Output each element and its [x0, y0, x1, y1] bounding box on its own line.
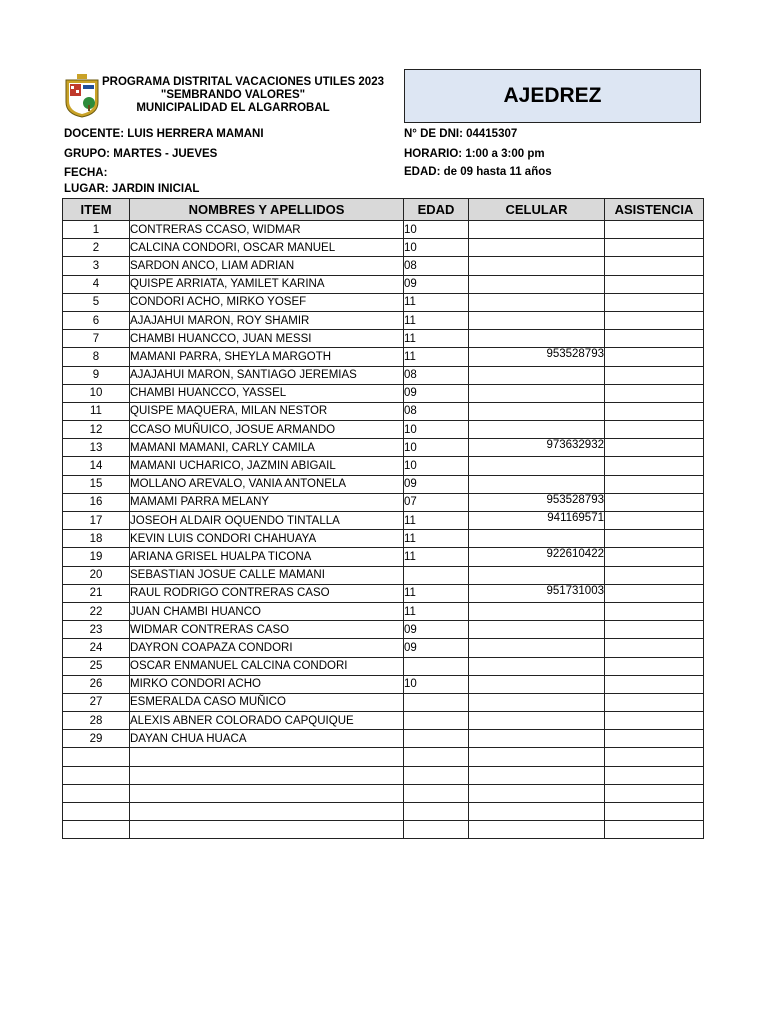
row-item-number: 15 — [63, 475, 130, 493]
row-age — [404, 766, 469, 784]
row-phone — [469, 821, 605, 839]
row-item-number: 8 — [63, 348, 130, 366]
row-item-number: 13 — [63, 439, 130, 457]
table-row — [63, 493, 704, 511]
row-student-name: AJAJAHUI MARON, ROY SHAMIR — [130, 311, 404, 329]
row-age: 11 — [404, 602, 469, 620]
activity-title: AJEDREZ — [503, 84, 602, 107]
row-item-number: 1 — [63, 221, 130, 239]
row-age: 11 — [404, 330, 469, 348]
row-attendance-cell[interactable] — [605, 239, 704, 257]
row-attendance-cell[interactable] — [605, 566, 704, 584]
lugar-label: LUGAR: JARDIN INICIAL — [64, 183, 200, 195]
table-row — [63, 366, 704, 384]
program-slogan: "SEMBRANDO VALORES" — [160, 89, 306, 101]
row-phone — [469, 311, 605, 329]
fecha-label: FECHA: — [64, 167, 108, 179]
row-item-number: 29 — [63, 730, 130, 748]
row-item-number: 28 — [63, 712, 130, 730]
activity-title-box — [404, 69, 701, 123]
row-attendance-cell[interactable] — [605, 421, 704, 439]
table-row — [63, 257, 704, 275]
row-student-name: QUISPE ARRIATA, YAMILET KARINA — [130, 275, 404, 293]
row-attendance-cell[interactable] — [605, 730, 704, 748]
row-age — [404, 712, 469, 730]
row-item-number: 2 — [63, 239, 130, 257]
row-attendance-cell[interactable] — [605, 530, 704, 548]
row-attendance-cell[interactable] — [605, 602, 704, 620]
row-item-number: 4 — [63, 275, 130, 293]
municipality-name: MUNICIPALIDAD EL ALGARROBAL — [136, 102, 330, 114]
row-student-name: SEBASTIAN JOSUE CALLE MAMANI — [130, 566, 404, 584]
table-row — [63, 439, 704, 457]
row-student-name: MAMANI UCHARICO, JAZMIN ABIGAIL — [130, 457, 404, 475]
column-header-item: ITEM — [63, 199, 130, 221]
row-item-number: 21 — [63, 584, 130, 602]
row-age: 08 — [404, 257, 469, 275]
row-student-name — [130, 803, 404, 821]
row-attendance-cell[interactable] — [605, 402, 704, 420]
table-row — [63, 621, 704, 639]
row-phone — [469, 457, 605, 475]
row-age: 11 — [404, 584, 469, 602]
row-student-name: JUAN CHAMBI HUANCO — [130, 602, 404, 620]
row-age — [404, 693, 469, 711]
row-phone — [469, 712, 605, 730]
row-phone — [469, 602, 605, 620]
row-student-name: MIRKO CONDORI ACHO — [130, 675, 404, 693]
row-item-number: 26 — [63, 675, 130, 693]
column-header-names: NOMBRES Y APELLIDOS — [130, 199, 404, 221]
row-attendance-cell[interactable] — [605, 657, 704, 675]
row-student-name: DAYAN CHUA HUACA — [130, 730, 404, 748]
row-phone — [469, 239, 605, 257]
row-item-number — [63, 803, 130, 821]
row-student-name: CHAMBI HUANCCO, JUAN MESSI — [130, 330, 404, 348]
row-phone: 922610422 — [469, 548, 605, 566]
table-row — [63, 803, 704, 821]
row-phone: 953528793 — [469, 493, 605, 511]
row-attendance-cell[interactable] — [605, 366, 704, 384]
row-student-name: QUISPE MAQUERA, MILAN NESTOR — [130, 402, 404, 420]
row-item-number: 27 — [63, 693, 130, 711]
grupo-label: GRUPO: MARTES - JUEVES — [64, 148, 218, 160]
row-phone: 941169571 — [469, 512, 605, 530]
municipal-crest-icon — [64, 74, 100, 118]
row-age: 10 — [404, 421, 469, 439]
row-student-name: DAYRON COAPAZA CONDORI — [130, 639, 404, 657]
row-item-number: 17 — [63, 512, 130, 530]
row-phone — [469, 293, 605, 311]
table-row — [63, 693, 704, 711]
row-student-name — [130, 784, 404, 802]
row-phone — [469, 330, 605, 348]
row-attendance-cell[interactable] — [605, 493, 704, 511]
table-row — [63, 712, 704, 730]
row-age: 09 — [404, 275, 469, 293]
row-age: 10 — [404, 439, 469, 457]
row-item-number: 5 — [63, 293, 130, 311]
row-phone — [469, 366, 605, 384]
row-attendance-cell[interactable] — [605, 621, 704, 639]
row-age: 10 — [404, 239, 469, 257]
row-item-number — [63, 766, 130, 784]
row-item-number: 9 — [63, 366, 130, 384]
row-phone — [469, 475, 605, 493]
row-attendance-cell[interactable] — [605, 548, 704, 566]
row-student-name: MAMANI PARRA, SHEYLA MARGOTH — [130, 348, 404, 366]
column-header-age: EDAD — [404, 199, 469, 221]
row-student-name: MAMANI MAMANI, CARLY CAMILA — [130, 439, 404, 457]
row-age: 11 — [404, 348, 469, 366]
row-attendance-cell[interactable] — [605, 439, 704, 457]
row-age: 11 — [404, 293, 469, 311]
row-item-number: 20 — [63, 566, 130, 584]
row-attendance-cell[interactable] — [605, 675, 704, 693]
row-age — [404, 821, 469, 839]
row-phone — [469, 784, 605, 802]
row-student-name: RAUL RODRIGO CONTRERAS CASO — [130, 584, 404, 602]
edad-label: EDAD: de 09 hasta 11 años — [404, 166, 552, 178]
table-row — [63, 239, 704, 257]
row-student-name: CCASO MUÑUICO, JOSUE ARMANDO — [130, 421, 404, 439]
row-attendance-cell[interactable] — [605, 693, 704, 711]
row-item-number: 16 — [63, 493, 130, 511]
table-row — [63, 421, 704, 439]
row-attendance-cell[interactable] — [605, 784, 704, 802]
row-item-number: 24 — [63, 639, 130, 657]
row-item-number: 6 — [63, 311, 130, 329]
row-age: 11 — [404, 311, 469, 329]
row-attendance-cell[interactable] — [605, 712, 704, 730]
horario-label: HORARIO: 1:00 a 3:00 pm — [404, 148, 545, 160]
row-attendance-cell[interactable] — [605, 766, 704, 784]
docente-label: DOCENTE: LUIS HERRERA MAMANI — [64, 128, 264, 140]
table-row — [63, 821, 704, 839]
row-attendance-cell[interactable] — [605, 330, 704, 348]
row-phone — [469, 384, 605, 402]
table-row — [63, 730, 704, 748]
table-row — [63, 675, 704, 693]
row-phone: 953528793 — [469, 348, 605, 366]
row-student-name — [130, 766, 404, 784]
row-item-number: 18 — [63, 530, 130, 548]
row-student-name: CONDORI ACHO, MIRKO YOSEF — [130, 293, 404, 311]
row-student-name: ARIANA GRISEL HUALPA TICONA — [130, 548, 404, 566]
row-age: 10 — [404, 221, 469, 239]
table-row — [63, 457, 704, 475]
row-student-name: KEVIN LUIS CONDORI CHAHUAYA — [130, 530, 404, 548]
table-row — [63, 657, 704, 675]
row-attendance-cell[interactable] — [605, 348, 704, 366]
row-attendance-cell[interactable] — [605, 512, 704, 530]
row-age: 07 — [404, 493, 469, 511]
row-item-number — [63, 748, 130, 766]
row-age — [404, 748, 469, 766]
row-age — [404, 803, 469, 821]
row-attendance-cell[interactable] — [605, 384, 704, 402]
row-phone — [469, 657, 605, 675]
row-item-number: 12 — [63, 421, 130, 439]
row-phone — [469, 766, 605, 784]
row-phone — [469, 639, 605, 657]
row-phone — [469, 221, 605, 239]
row-student-name: OSCAR ENMANUEL CALCINA CONDORI — [130, 657, 404, 675]
program-heading — [102, 76, 384, 115]
row-item-number: 25 — [63, 657, 130, 675]
table-row — [63, 584, 704, 602]
row-item-number: 3 — [63, 257, 130, 275]
row-student-name: WIDMAR CONTRERAS CASO — [130, 621, 404, 639]
row-student-name — [130, 821, 404, 839]
row-phone — [469, 621, 605, 639]
row-age — [404, 730, 469, 748]
row-age: 09 — [404, 475, 469, 493]
row-attendance-cell[interactable] — [605, 311, 704, 329]
row-attendance-cell[interactable] — [605, 221, 704, 239]
table-row — [63, 348, 704, 366]
column-header-attendance: ASISTENCIA — [605, 199, 704, 221]
row-phone — [469, 402, 605, 420]
row-attendance-cell[interactable] — [605, 584, 704, 602]
row-attendance-cell[interactable] — [605, 803, 704, 821]
row-item-number: 11 — [63, 402, 130, 420]
row-student-name: SARDON ANCO, LIAM ADRIAN — [130, 257, 404, 275]
table-row — [63, 384, 704, 402]
table-row — [63, 748, 704, 766]
row-age: 11 — [404, 512, 469, 530]
row-phone — [469, 421, 605, 439]
row-attendance-cell[interactable] — [605, 748, 704, 766]
row-attendance-cell[interactable] — [605, 475, 704, 493]
table-header-row — [63, 199, 704, 221]
table-row — [63, 402, 704, 420]
row-item-number: 19 — [63, 548, 130, 566]
table-row — [63, 475, 704, 493]
table-row — [63, 512, 704, 530]
row-student-name: ESMERALDA CASO MUÑICO — [130, 693, 404, 711]
row-phone — [469, 566, 605, 584]
row-age — [404, 784, 469, 802]
row-age — [404, 657, 469, 675]
row-age — [404, 566, 469, 584]
row-age: 08 — [404, 402, 469, 420]
row-phone — [469, 675, 605, 693]
table-row — [63, 602, 704, 620]
row-age: 08 — [404, 366, 469, 384]
row-age: 09 — [404, 621, 469, 639]
attendance-table — [62, 198, 704, 839]
row-student-name: ALEXIS ABNER COLORADO CAPQUIQUE — [130, 712, 404, 730]
row-age: 09 — [404, 384, 469, 402]
row-age: 09 — [404, 639, 469, 657]
table-row — [63, 311, 704, 329]
row-item-number: 22 — [63, 602, 130, 620]
row-attendance-cell[interactable] — [605, 639, 704, 657]
row-age: 11 — [404, 530, 469, 548]
row-phone — [469, 257, 605, 275]
row-phone — [469, 530, 605, 548]
table-row — [63, 221, 704, 239]
row-phone — [469, 693, 605, 711]
row-age: 10 — [404, 675, 469, 693]
row-student-name: CONTRERAS CCASO, WIDMAR — [130, 221, 404, 239]
row-item-number — [63, 821, 130, 839]
table-body — [63, 221, 704, 839]
program-title: PROGRAMA DISTRITAL VACACIONES UTILES 2023 — [102, 76, 384, 88]
row-item-number — [63, 784, 130, 802]
table-row — [63, 639, 704, 657]
row-student-name: CHAMBI HUANCCO, YASSEL — [130, 384, 404, 402]
table-row — [63, 784, 704, 802]
row-item-number: 14 — [63, 457, 130, 475]
row-phone: 951731003 — [469, 584, 605, 602]
table-row — [63, 293, 704, 311]
table-row — [63, 548, 704, 566]
row-age: 10 — [404, 457, 469, 475]
row-phone — [469, 275, 605, 293]
row-attendance-cell[interactable] — [605, 821, 704, 839]
row-attendance-cell[interactable] — [605, 293, 704, 311]
row-phone — [469, 730, 605, 748]
row-attendance-cell[interactable] — [605, 457, 704, 475]
row-item-number: 23 — [63, 621, 130, 639]
table-row — [63, 275, 704, 293]
row-phone — [469, 748, 605, 766]
row-student-name: AJAJAHUI MARON, SANTIAGO JEREMIAS — [130, 366, 404, 384]
row-attendance-cell[interactable] — [605, 257, 704, 275]
table-row — [63, 530, 704, 548]
column-header-phone: CELULAR — [469, 199, 605, 221]
row-student-name — [130, 748, 404, 766]
row-phone: 973632932 — [469, 439, 605, 457]
row-phone — [469, 803, 605, 821]
row-attendance-cell[interactable] — [605, 275, 704, 293]
row-student-name: CALCINA CONDORI, OSCAR MANUEL — [130, 239, 404, 257]
row-item-number: 7 — [63, 330, 130, 348]
table-row — [63, 566, 704, 584]
row-student-name: MAMAMI PARRA MELANY — [130, 493, 404, 511]
row-student-name: MOLLANO AREVALO, VANIA ANTONELA — [130, 475, 404, 493]
dni-label: N° DE DNI: 04415307 — [404, 128, 518, 140]
table-row — [63, 766, 704, 784]
table-row — [63, 330, 704, 348]
row-student-name: JOSEOH ALDAIR OQUENDO TINTALLA — [130, 512, 404, 530]
row-age: 11 — [404, 548, 469, 566]
row-item-number: 10 — [63, 384, 130, 402]
